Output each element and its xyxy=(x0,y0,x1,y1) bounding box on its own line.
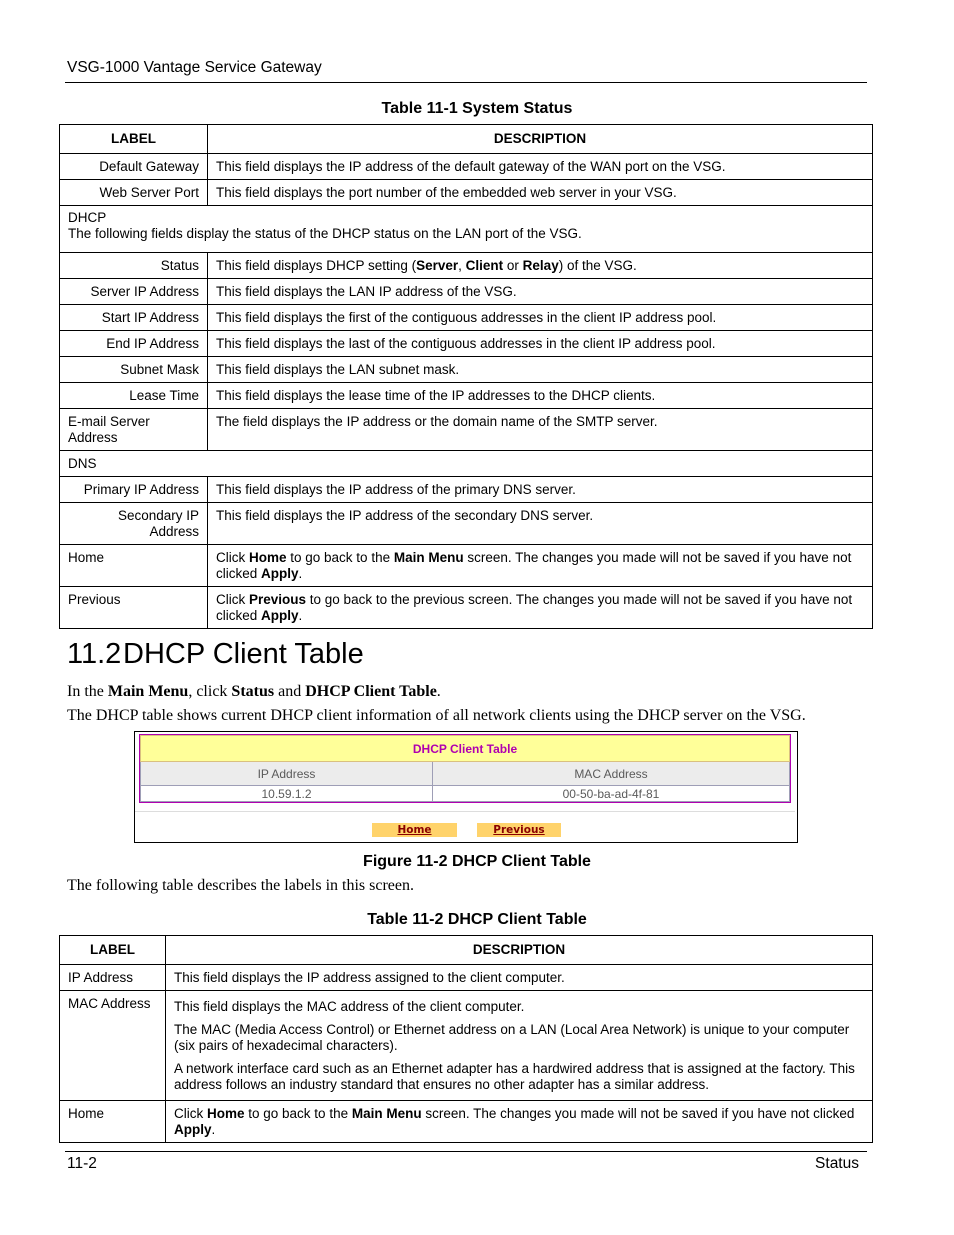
bold-text: Apply xyxy=(174,1122,212,1137)
section-heading xyxy=(67,638,364,671)
text: and xyxy=(274,683,306,700)
row-label xyxy=(60,503,208,545)
text: . xyxy=(298,608,303,623)
dhcp-client-table-figure xyxy=(134,731,798,843)
label-line: Address xyxy=(68,430,118,445)
table-row xyxy=(60,331,873,357)
home-button[interactable]: Home xyxy=(372,823,457,837)
row-desc: This field displays the lease time of the IP addresses to the DHCP clients. xyxy=(208,383,873,409)
text: to go back to the xyxy=(244,1106,352,1121)
row-desc: This field displays the port number of the embedded web server in your VSG. xyxy=(208,180,873,206)
figure-caption: Figure 11-2 DHCP Client Table xyxy=(363,853,591,870)
row-label: Primary IP Address xyxy=(60,477,208,503)
mac-paragraph: The MAC (Media Access Control) or Ethernet address on a LAN (Local Area Network) is unique to your computer (six pairs of hexadecimal characters). xyxy=(174,1022,850,1053)
bold-text: Relay xyxy=(522,257,559,273)
bold-text: Home xyxy=(207,1106,245,1121)
label-line: Secondary IP xyxy=(117,508,199,523)
table1-caption: Table 11-1 System Status xyxy=(381,100,573,117)
table-row xyxy=(60,965,873,991)
row-label: Lease Time xyxy=(60,383,208,409)
text: This field displays DHCP setting ( xyxy=(216,257,417,273)
row-desc xyxy=(166,991,873,1101)
bold-text: Home xyxy=(249,550,287,565)
text: , click xyxy=(188,683,232,700)
text: or xyxy=(503,257,523,273)
row-label: Status xyxy=(60,253,208,279)
row-label: MAC Address xyxy=(60,991,166,1101)
table-row xyxy=(60,180,873,206)
row-label: DHCP xyxy=(68,210,107,225)
ip-address-header: IP Address xyxy=(141,762,433,786)
section-number: 11.2 xyxy=(67,638,122,670)
ip-address-value: 10.59.1.2 xyxy=(141,786,433,802)
text: . xyxy=(211,1122,216,1137)
table-row xyxy=(141,786,790,802)
row-desc: The following fields display the status of the DHCP status on the LAN port of the VSG. xyxy=(68,226,582,241)
text: screen. The changes you made will not be saved if you have not clicked xyxy=(421,1106,855,1121)
row-desc: This field displays the IP address assigned to the client computer. xyxy=(166,965,873,991)
mac-address-header: MAC Address xyxy=(433,762,790,786)
table-row xyxy=(60,503,873,545)
bold-text: DHCP Client Table xyxy=(305,683,437,700)
figure-table-title: DHCP Client Table xyxy=(141,736,790,762)
col-desc-header: DESCRIPTION xyxy=(166,936,873,965)
mac-address-value: 00-50-ba-ad-4f-81 xyxy=(433,786,790,802)
table-row xyxy=(60,587,873,629)
row-label: Home xyxy=(60,1101,166,1143)
section-title: DHCP Client Table xyxy=(123,638,364,670)
bold-text: Server xyxy=(416,257,459,273)
bold-text: Main Menu xyxy=(107,683,189,700)
row-desc: This field displays the IP address of the primary DNS server. xyxy=(208,477,873,503)
row-label xyxy=(60,409,208,451)
text: Click xyxy=(216,592,249,607)
dhcp-group-cell xyxy=(60,206,873,253)
table-row xyxy=(60,477,873,503)
text: In the xyxy=(67,683,108,700)
dns-group-cell: DNS xyxy=(60,451,873,477)
text: . xyxy=(298,566,303,581)
description-paragraph: The DHCP table shows current DHCP client information of all network clients using the DHCP server on the VSG. xyxy=(67,707,806,724)
row-desc xyxy=(208,253,873,279)
row-label: Previous xyxy=(60,587,208,629)
dhcp-client-table xyxy=(140,735,790,802)
row-desc: This field displays the IP address of the secondary DNS server. xyxy=(208,503,873,545)
table-row xyxy=(60,253,873,279)
text: Click xyxy=(174,1106,207,1121)
mac-paragraph: A network interface card such as an Ethernet adapter has a hardwired address that is assigned at the factory. This address follows an industry standard that ensures no other adapter has a similar address. xyxy=(174,1061,855,1092)
text: screen. The changes you made will not be saved if you have not clicked xyxy=(216,550,852,581)
col-label-header: LABEL xyxy=(60,936,166,965)
bold-text: Main Menu xyxy=(393,550,464,565)
row-desc xyxy=(208,545,873,587)
row-label: Start IP Address xyxy=(60,305,208,331)
bold-text: Previous xyxy=(249,592,307,607)
dhcp-client-desc-table xyxy=(59,935,873,1143)
row-desc xyxy=(208,587,873,629)
bold-text: Client xyxy=(465,257,504,273)
row-label: End IP Address xyxy=(60,331,208,357)
label-line: Address xyxy=(149,524,199,539)
table-row xyxy=(60,206,873,253)
page-number: 11-2 xyxy=(67,1155,97,1172)
table-row xyxy=(60,383,873,409)
running-header: VSG-1000 Vantage Service Gateway xyxy=(67,59,322,76)
row-label: Subnet Mask xyxy=(60,357,208,383)
row-desc: This field displays the last of the contiguous addresses in the client IP address pool. xyxy=(208,331,873,357)
bold-text: Apply xyxy=(261,566,299,581)
figure-divider xyxy=(135,811,795,812)
table-row xyxy=(60,279,873,305)
table-row xyxy=(60,357,873,383)
row-desc: The field displays the IP address or the domain name of the SMTP server. xyxy=(208,409,873,451)
label-line: E-mail Server xyxy=(68,414,150,429)
row-label: IP Address xyxy=(60,965,166,991)
row-label: Home xyxy=(60,545,208,587)
row-desc: This field displays the LAN subnet mask. xyxy=(208,357,873,383)
system-status-table xyxy=(59,124,873,629)
bold-text: Apply xyxy=(261,608,299,623)
row-desc xyxy=(166,1101,873,1143)
following-text: The following table describes the labels in this screen. xyxy=(67,877,415,894)
row-desc: This field displays the IP address of the default gateway of the WAN port on the VSG. xyxy=(208,154,873,180)
table-row xyxy=(60,305,873,331)
table-row xyxy=(60,409,873,451)
col-desc-header: DESCRIPTION xyxy=(208,125,873,154)
table-row xyxy=(60,1101,873,1143)
table-row xyxy=(60,991,873,1101)
text: Click xyxy=(216,550,249,565)
table-row xyxy=(60,451,873,477)
footer-rule xyxy=(65,1151,867,1152)
bold-text: Main Menu xyxy=(351,1106,422,1121)
mac-paragraph: This field displays the MAC address of the client computer. xyxy=(174,999,525,1014)
row-desc: This field displays the first of the contiguous addresses in the client IP address pool. xyxy=(208,305,873,331)
previous-button[interactable]: Previous xyxy=(477,823,561,837)
chapter-name: Status xyxy=(815,1155,859,1172)
table-row xyxy=(60,545,873,587)
row-label: Web Server Port xyxy=(60,180,208,206)
text: . xyxy=(436,683,441,700)
text: to go back to the previous screen. The changes you made will not be saved if you have not clicked xyxy=(216,592,853,623)
col-label-header: LABEL xyxy=(60,125,208,154)
text: ) of the VSG. xyxy=(558,257,637,273)
row-label: Default Gateway xyxy=(60,154,208,180)
table2-caption: Table 11-2 DHCP Client Table xyxy=(367,911,587,928)
bold-text: Status xyxy=(231,683,275,700)
text: , xyxy=(458,257,466,273)
table-row xyxy=(60,154,873,180)
row-desc: This field displays the LAN IP address of the VSG. xyxy=(208,279,873,305)
row-label: Server IP Address xyxy=(60,279,208,305)
text: to go back to the xyxy=(286,550,394,565)
intro-paragraph xyxy=(67,683,441,701)
header-rule xyxy=(65,82,867,83)
